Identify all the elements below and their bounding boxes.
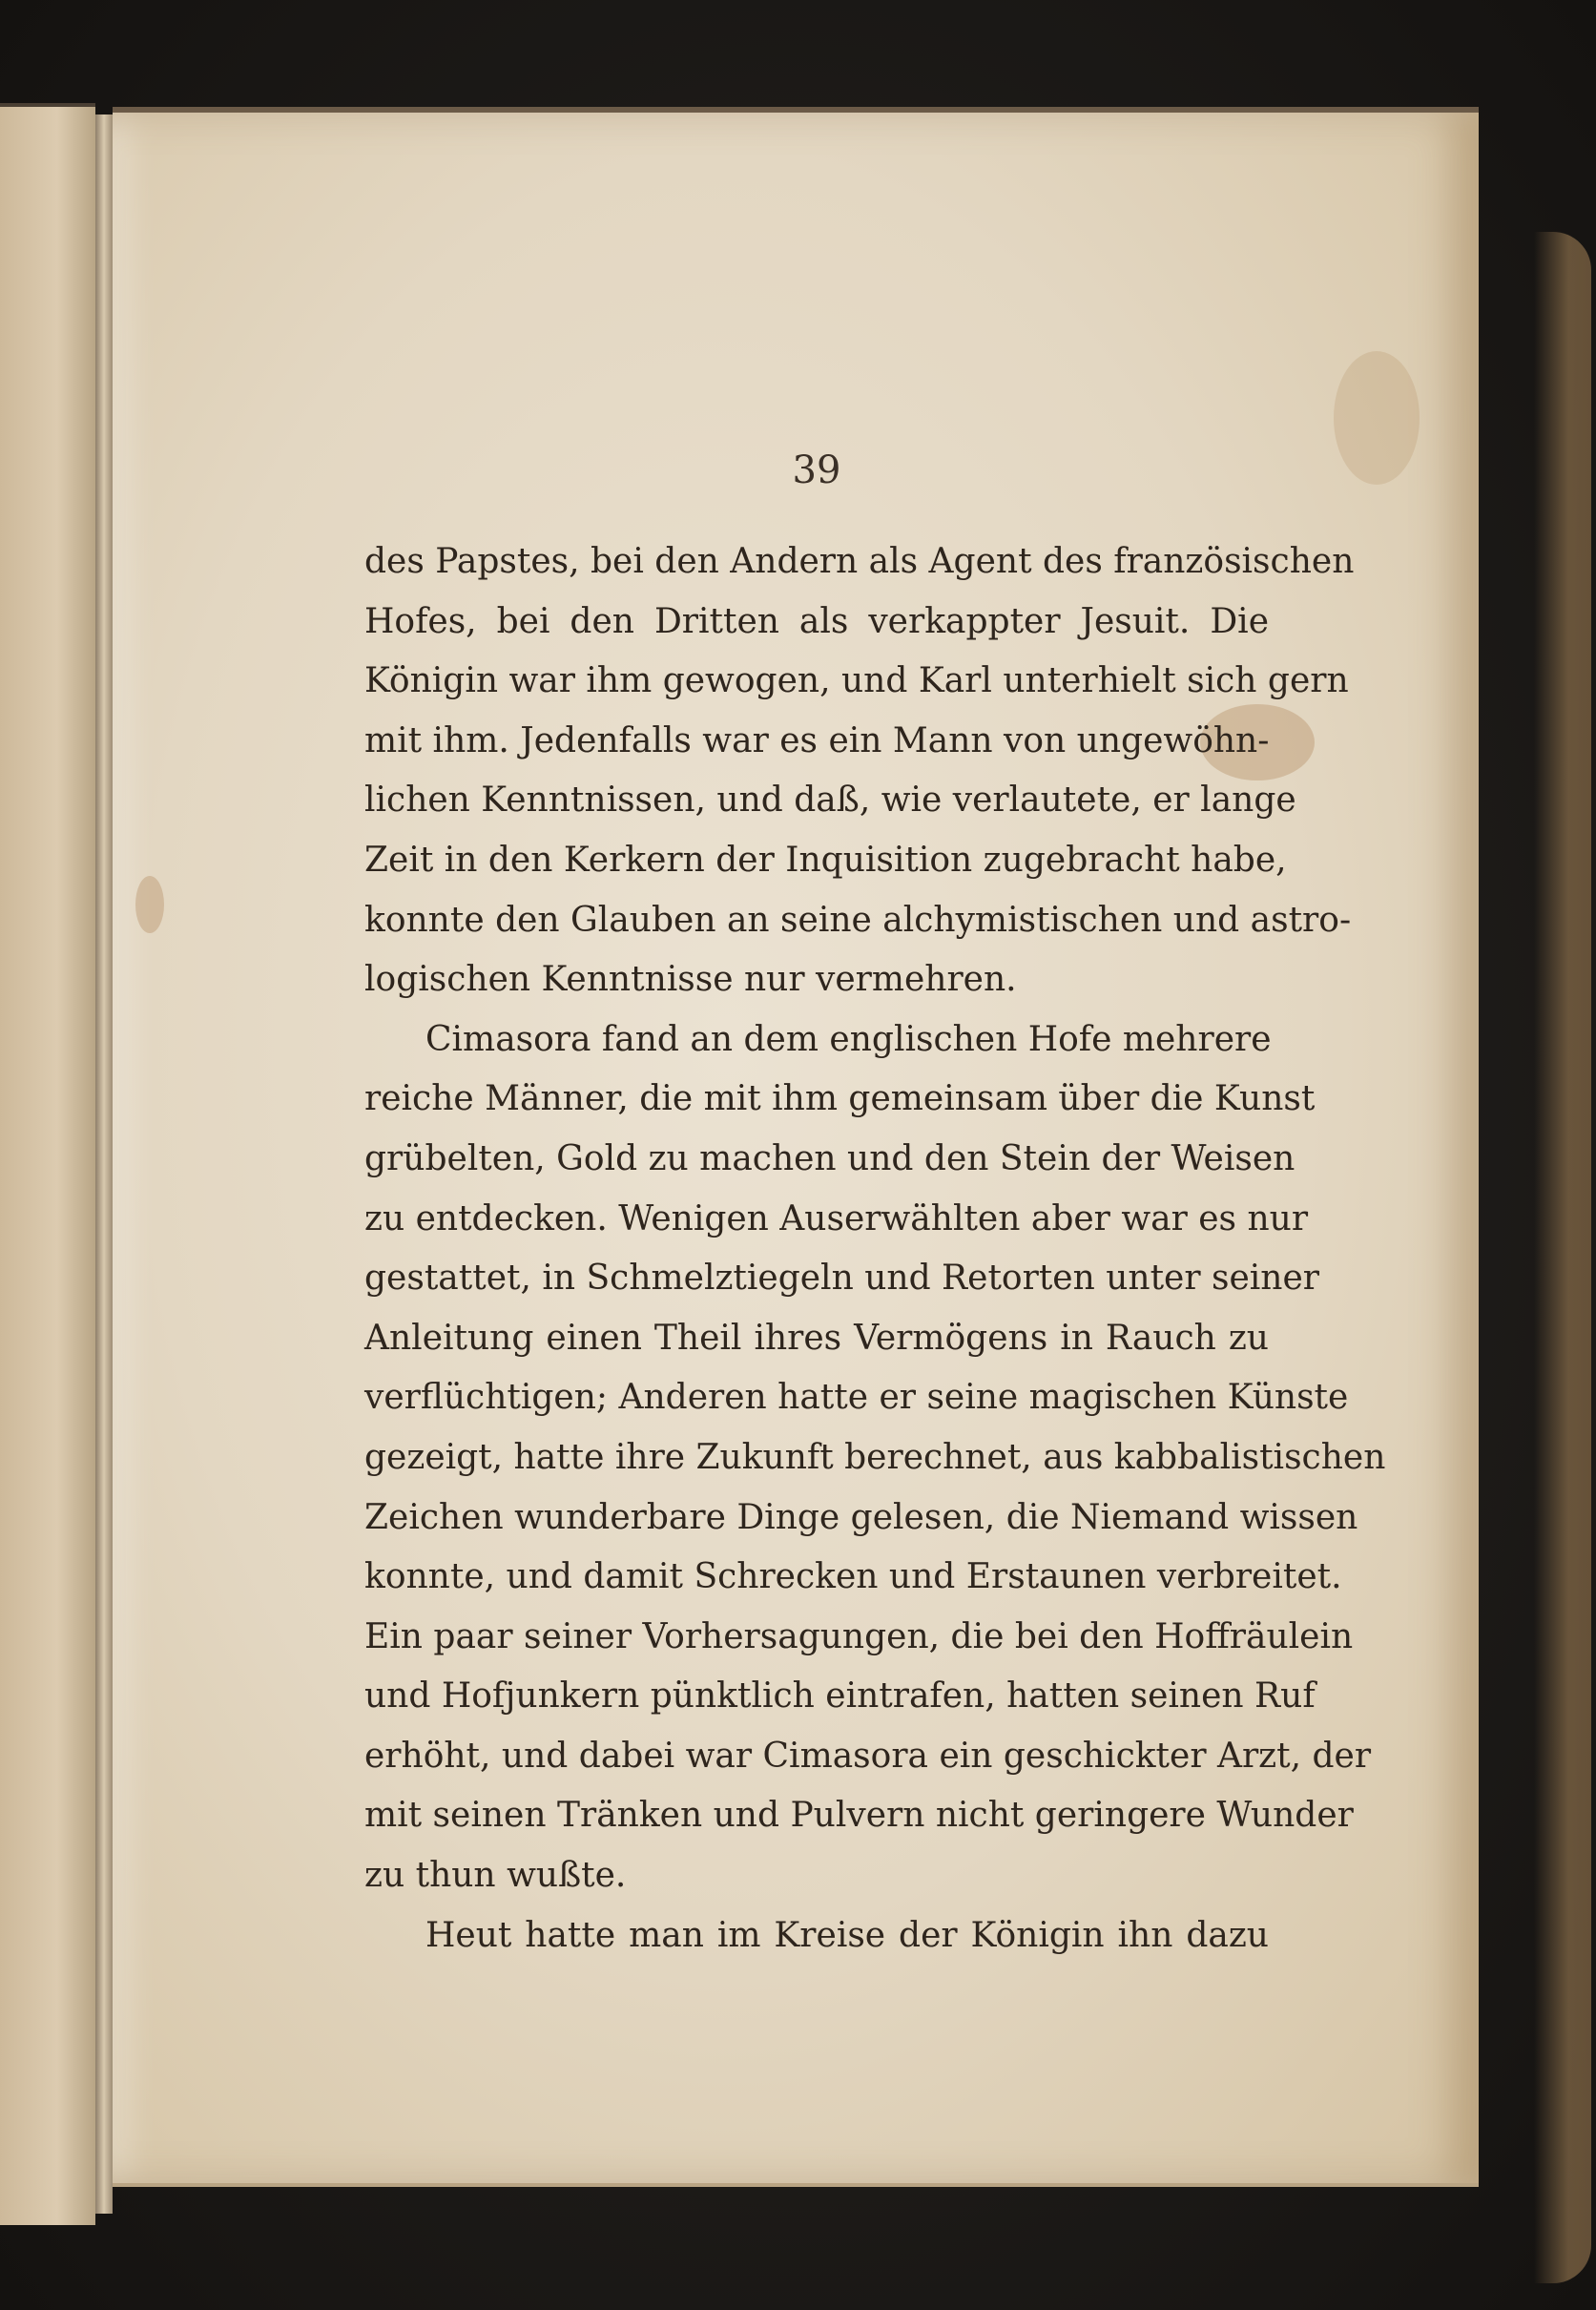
text-line: grübelten, Gold zu machen und den Stein der Weisen (364, 1138, 1295, 1178)
text-line: verflüchtigen; Anderen hatte er seine magischen Künste (364, 1378, 1349, 1418)
text-line: erhöht, und dabei war Cimasora ein geschickter Arzt, der (364, 1736, 1372, 1776)
text-line: Hofes, bei den Dritten als verkappter Jesuit. Die (364, 601, 1269, 641)
book-page (113, 107, 1479, 2187)
text-line: Königin war ihm gewogen, und Karl unterhielt sich gern (364, 661, 1349, 701)
text-line: mit seinen Tränken und Pulvern nicht geringere Wunder (364, 1796, 1354, 1836)
foxing-stain (135, 876, 164, 933)
text-line: konnte, und damit Schrecken und Erstaunen verbreitet. (364, 1557, 1342, 1597)
text-line: gestattet, in Schmelztiegeln und Retorten unter seiner (364, 1259, 1320, 1299)
facing-page (0, 103, 95, 2225)
text-line: konnte den Glauben an seine alchymistischen und astro- (364, 900, 1352, 940)
text-line: Zeit in den Kerkern der Inquisition zugebracht habe, (364, 840, 1287, 880)
page-number: 39 (792, 448, 841, 492)
text-line: und Hofjunkern pünktlich eintrafen, hatten seinen Ruf (364, 1676, 1316, 1717)
text-line: mit ihm. Jedenfalls war es ein Mann von ungewöhn- (364, 720, 1270, 760)
text-line: reiche Männer, die mit ihm gemeinsam über die Kunst (364, 1079, 1316, 1119)
text-line: Heut hatte man im Kreise der Königin ihn dazu (425, 1915, 1269, 1955)
text-line: zu entdecken. Wenigen Auserwählten aber war es nur (364, 1198, 1309, 1238)
text-line: des Papstes, bei den Andern als Agent des französischen (364, 542, 1355, 581)
text-line: Cimasora fand an dem englischen Hofe mehrere (425, 1019, 1272, 1059)
text-line: Anleitung einen Theil ihres Vermögens in Rauch zu (364, 1318, 1269, 1358)
text-line: zu thun wußte. (364, 1856, 627, 1896)
text-line: logischen Kenntnisse nur vermehren. (364, 960, 1017, 1000)
body-text (364, 532, 1386, 1966)
text-line: gezeigt, hatte ihre Zukunft berechnet, aus kabbalistischen (364, 1437, 1386, 1477)
text-line: Ein paar seiner Vorhersagungen, die bei den Hoffräulein (364, 1616, 1354, 1656)
page-fore-edge (1534, 232, 1591, 2283)
book-gutter (95, 114, 113, 2214)
text-line: lichen Kenntnissen, und daß, wie verlautete, er lange (364, 780, 1296, 821)
text-line: Zeichen wunderbare Dinge gelesen, die Niemand wissen (364, 1497, 1358, 1537)
